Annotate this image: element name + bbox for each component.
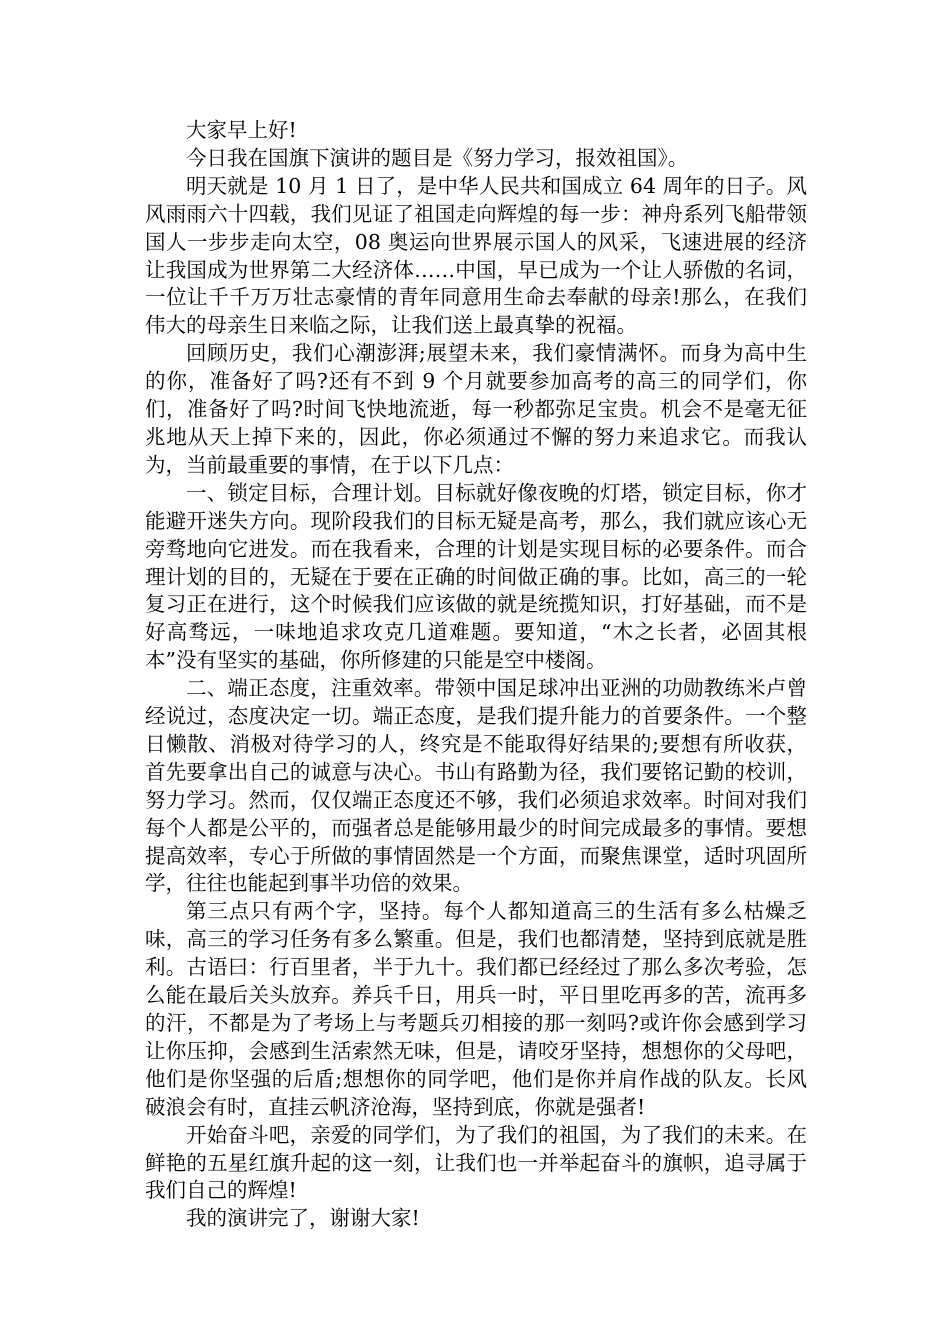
paragraph-topic: 今日我在国旗下演讲的题目是《努力学习，报效祖国》。 (186, 145, 689, 170)
paragraph-anniversary: 明天就是 10 月 1 日了，是中华人民共和国成立 64 周年的日子。风风雨雨六十四载，我们见证了祖国走向辉煌的每一步：神舟系列飞船带领国人一步步走向太空，08 奥运向世界展示国人的风采，飞速进展的经济让我国成为世界第二大经济体……中国，早已成为一个让人骄傲的名词，一位让千千万万壮志豪情的青年同意用生命去奉献的母亲!那么，在我们伟大的母亲生日来临之际，让我们送上最真挚的祝福。 (145, 173, 807, 338)
paragraph-greeting: 大家早上好! (186, 118, 297, 142)
paragraph-point-three: 第三点只有两个字，坚持。每个人都知道高三的生活有多么枯燥乏味，高三的学习任务有多么繁重。但是，我们也都清楚，坚持到底就是胜利。古语曰：行百里者，半于九十。我们都已经经过了那么多次考验，怎么能在最后关头放弃。养兵千日，用兵一时，平日里吃再多的苦，流再多的汗，不都是为了考场上与考题兵刃相接的那一刻吗?或许你会感到学习让你压抑，会感到生活索然无味，但是，请咬牙坚持，想想你的父母吧，他们是你坚强的后盾;想想你的同学吧，他们是你并肩作战的队友。长风破浪会有时，直挂云帆济沧海，坚持到底，你就是强者! (145, 899, 807, 1119)
speech-document (145, 117, 807, 1233)
paragraph-review-history: 回顾历史，我们心潮澎湃;展望未来，我们豪情满怀。而身为高中生的你，准备好了吗?还有不到 9 个月就要参加高考的高三的同学们，你们，准备好了吗?时间飞快地流逝，每一秒都弥足宝贵。机会不是毫无征兆地从天上掉下来的，因此，你必须通过不懈的努力来追求它。而我认为，当前最重要的事情，在于以下几点： (145, 341, 807, 477)
paragraph-point-two: 二、端正态度，注重效率。带领中国足球冲出亚洲的功勋教练米卢曾经说过，态度决定一切。端正态度，是我们提升能力的首要条件。一个整日懒散、消极对待学习的人，终究是不能取得好结果的;要想有所收获，首先要拿出自己的诚意与决心。书山有路勤为径，我们要铭记勤的校训，努力学习。然而，仅仅端正态度还不够，我们必须追求效率。时间对我们每个人都是公平的，而强者总是能够用最少的时间完成最多的事情。要想提高效率，专心于所做的事情固然是一个方面，而聚焦课堂，适时巩固所学，往往也能起到事半功倍的效果。 (145, 676, 807, 896)
paragraph-closing: 我的演讲完了，谢谢大家! (186, 1206, 420, 1231)
paragraph-point-one: 一、锁定目标，合理计划。目标就好像夜晚的灯塔，锁定目标，你才能避开迷失方向。现阶段我们的目标无疑是高考，那么，我们就应该心无旁骛地向它进发。而在我看来，合理的计划是实现目标的必要条件。而合理计划的目的，无疑在于要在正确的时间做正确的事。比如，高三的一轮复习正在进行，这个时候我们应该做的就是统揽知识，打好基础，而不是好高骛远，一味地追求攻克几道难题。要知道，“木之长者，必固其根本”没有坚实的基础，你所修建的只能是空中楼阁。 (145, 480, 807, 673)
paragraph-call-to-action: 开始奋斗吧，亲爱的同学们，为了我们的祖国，为了我们的未来。在鲜艳的五星红旗升起的这一刻，让我们也一并举起奋斗的旗帜，追寻属于我们自己的辉煌! (145, 1122, 807, 1203)
